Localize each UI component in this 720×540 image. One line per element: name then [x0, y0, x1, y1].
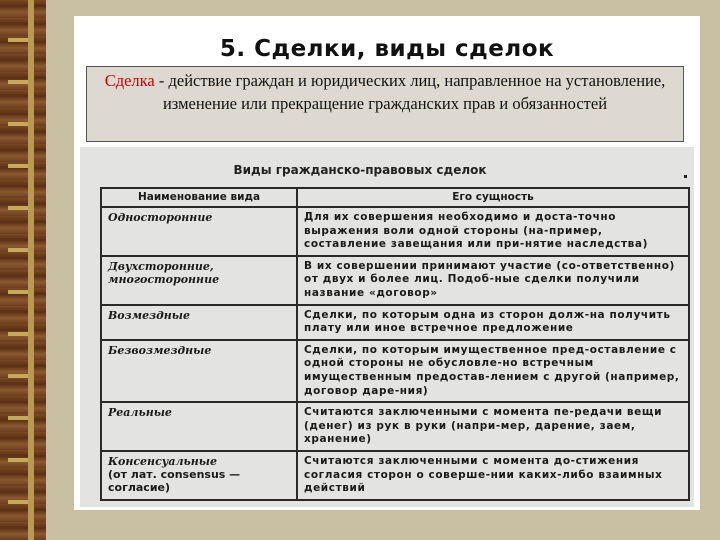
row-name: Двухсторонние, многосторонние: [101, 256, 297, 305]
row-essence: В их совершении принимают участие (со-ответственно) от двух и более лиц. Подоб-ные сделки получили название «договор»: [297, 256, 689, 305]
stray-dot: [684, 175, 687, 178]
header-type-name: Наименование вида: [101, 188, 297, 207]
slide: [74, 16, 700, 510]
decorative-strip: [28, 0, 34, 540]
row-name-note: (от лат. consensus — согласие): [108, 467, 241, 494]
header-essence: Его сущность: [297, 188, 689, 207]
decorative-pattern: [8, 0, 28, 540]
slide-title: 5. Сделки, виды сделок: [219, 36, 555, 62]
row-essence: Считаются заключенными с момента пе-редачи вещи (денег) из рук в руки (напри-мер, дарение, заем, хранение): [297, 402, 689, 451]
row-essence: Сделки, по которым имущественное пред-оставление с одной стороны не обусловле-но встречным имущественным предостав-лением с другой (например, договор даре-ния): [297, 340, 689, 402]
definition-term: Сделка: [104, 71, 155, 90]
row-name-cell: [101, 451, 297, 500]
row-name: Возмездные: [101, 305, 297, 340]
table-caption: Виды гражданско-правовых сделок: [233, 163, 487, 177]
table-row: [101, 305, 689, 340]
table-image: [80, 147, 694, 507]
row-name: Реальные: [101, 402, 297, 451]
table-row: [101, 402, 689, 451]
table-row: [101, 256, 689, 305]
row-essence: Считаются заключенными с момента до-стижения согласия сторон о соверше-нии каких-либо взаимных действий: [297, 451, 689, 500]
definition-text: - действие граждан и юридических лиц, направленное на установление, изменение или прекращение гражданских прав и обязанностей: [154, 71, 666, 113]
table-row: [101, 207, 689, 256]
definition-box: [86, 66, 684, 142]
row-essence: Для их совершения необходимо и доста-точно выражения воли одной стороны (на-пример, составление завещания или при-нятие наследства): [297, 207, 689, 256]
row-name: Односторонние: [101, 207, 297, 256]
table-row: [101, 451, 689, 500]
table-header-row: [101, 188, 689, 207]
deal-types-table: [100, 187, 690, 501]
row-name: Консенсуальные: [108, 454, 218, 468]
table-row: [101, 340, 689, 402]
row-name: Безвозмездные: [101, 340, 297, 402]
row-essence: Сделки, по которым одна из сторон долж-на получить плату или иное встречное предложение: [297, 305, 689, 340]
